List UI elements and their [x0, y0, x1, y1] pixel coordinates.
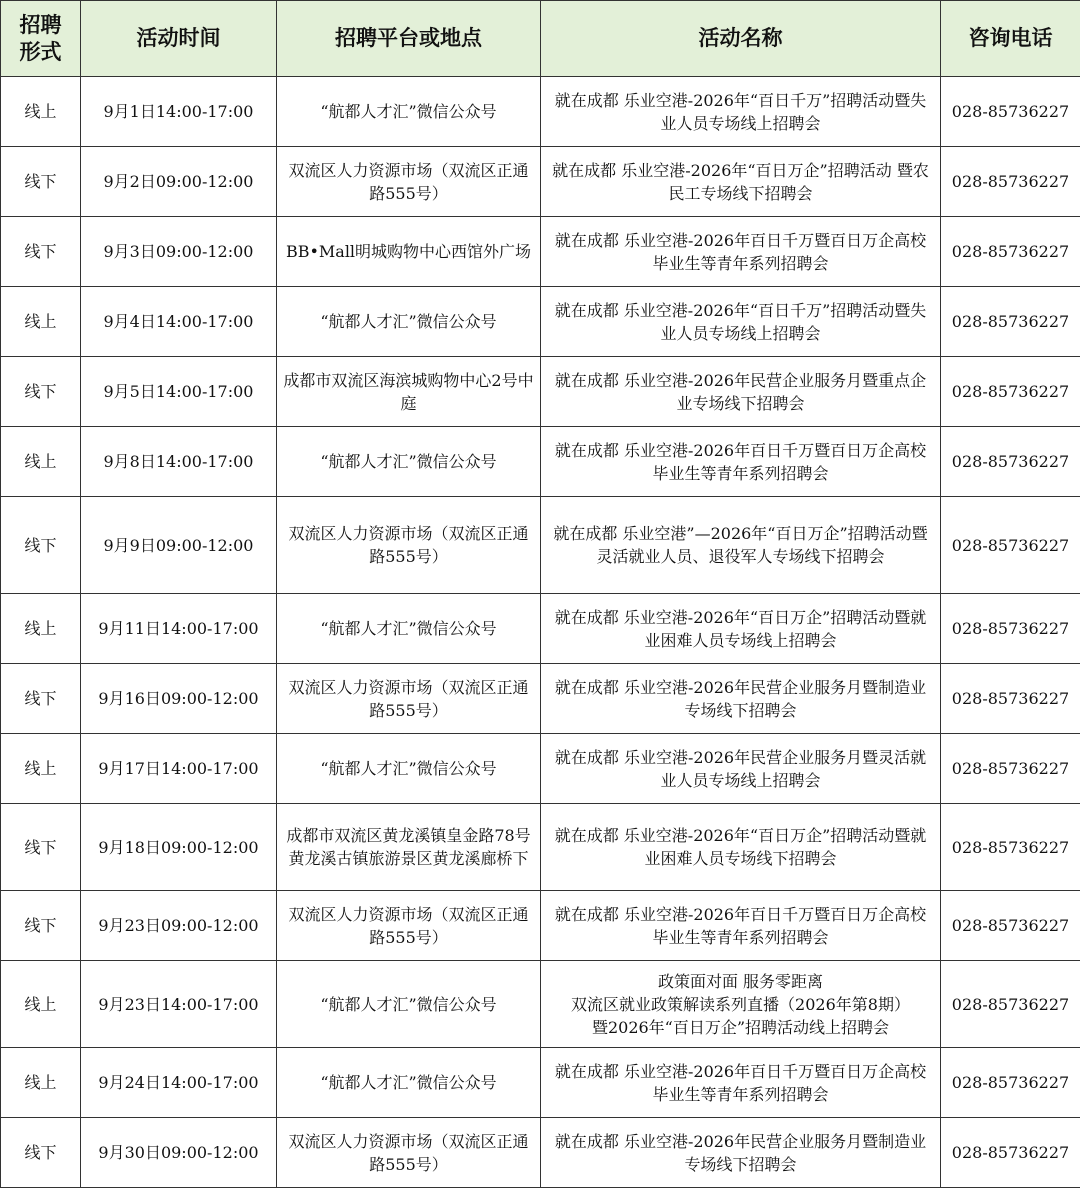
- table-row: [1, 77, 1080, 147]
- name-cell: 就在成都 乐业空港”—2026年“百日万企”招聘活动暨灵活就业人员、退役军人专场线下招聘会: [541, 497, 941, 594]
- time-cell: 9月9日09:00-12:00: [81, 497, 277, 594]
- place-cell: 双流区人力资源市场（双流区正通路555号）: [277, 147, 541, 217]
- place-cell: 成都市双流区海滨城购物中心2号中庭: [277, 357, 541, 427]
- phone-cell: 028-85736227: [941, 287, 1080, 357]
- time-cell: 9月18日09:00-12:00: [81, 804, 277, 891]
- table-row: [1, 427, 1080, 497]
- time-cell: 9月24日14:00-17:00: [81, 1048, 277, 1118]
- name-cell: 就在成都 乐业空港-2026年“百日万企”招聘活动暨就业困难人员专场线上招聘会: [541, 594, 941, 664]
- time-cell: 9月23日14:00-17:00: [81, 961, 277, 1048]
- format-cell: 线下: [1, 357, 81, 427]
- format-cell: 线下: [1, 217, 81, 287]
- format-cell: 线下: [1, 804, 81, 891]
- phone-cell: 028-85736227: [941, 427, 1080, 497]
- table-row: [1, 804, 1080, 891]
- header-time: 活动时间: [81, 1, 277, 77]
- time-cell: 9月16日09:00-12:00: [81, 664, 277, 734]
- place-cell: “航都人才汇”微信公众号: [277, 1048, 541, 1118]
- name-cell: 就在成都 乐业空港-2026年百日千万暨百日万企高校毕业生等青年系列招聘会: [541, 1048, 941, 1118]
- table-row: [1, 357, 1080, 427]
- table-row: [1, 287, 1080, 357]
- table-header: [1, 1, 1080, 77]
- phone-cell: 028-85736227: [941, 664, 1080, 734]
- time-cell: 9月30日09:00-12:00: [81, 1118, 277, 1188]
- table-row: [1, 1118, 1080, 1188]
- format-cell: 线上: [1, 594, 81, 664]
- place-cell: “航都人才汇”微信公众号: [277, 427, 541, 497]
- phone-cell: 028-85736227: [941, 594, 1080, 664]
- phone-cell: 028-85736227: [941, 734, 1080, 804]
- header-row: [1, 1, 1080, 77]
- table-row: [1, 497, 1080, 594]
- time-cell: 9月2日09:00-12:00: [81, 147, 277, 217]
- table-row: [1, 961, 1080, 1048]
- name-cell: 就在成都 乐业空港-2026年民营企业服务月暨灵活就业人员专场线上招聘会: [541, 734, 941, 804]
- place-cell: “航都人才汇”微信公众号: [277, 594, 541, 664]
- format-cell: 线下: [1, 891, 81, 961]
- name-cell: 就在成都 乐业空港-2026年“百日千万”招聘活动暨失业人员专场线上招聘会: [541, 77, 941, 147]
- table-row: [1, 1048, 1080, 1118]
- time-cell: 9月1日14:00-17:00: [81, 77, 277, 147]
- name-cell: 就在成都 乐业空港-2026年“百日万企”招聘活动暨就业困难人员专场线下招聘会: [541, 804, 941, 891]
- place-cell: “航都人才汇”微信公众号: [277, 287, 541, 357]
- format-cell: 线下: [1, 147, 81, 217]
- time-cell: 9月4日14:00-17:00: [81, 287, 277, 357]
- time-cell: 9月17日14:00-17:00: [81, 734, 277, 804]
- place-cell: 成都市双流区黄龙溪镇皇金路78号黄龙溪古镇旅游景区黄龙溪廊桥下: [277, 804, 541, 891]
- table-row: [1, 734, 1080, 804]
- name-cell: 就在成都 乐业空港-2026年百日千万暨百日万企高校毕业生等青年系列招聘会: [541, 427, 941, 497]
- header-phone: 咨询电话: [941, 1, 1080, 77]
- format-cell: 线上: [1, 961, 81, 1048]
- place-cell: 双流区人力资源市场（双流区正通路555号）: [277, 891, 541, 961]
- phone-cell: 028-85736227: [941, 961, 1080, 1048]
- table-row: [1, 147, 1080, 217]
- phone-cell: 028-85736227: [941, 1048, 1080, 1118]
- place-cell: 双流区人力资源市场（双流区正通路555号）: [277, 497, 541, 594]
- format-cell: 线下: [1, 1118, 81, 1188]
- place-cell: 双流区人力资源市场（双流区正通路555号）: [277, 1118, 541, 1188]
- place-cell: “航都人才汇”微信公众号: [277, 961, 541, 1048]
- table-body: [1, 77, 1080, 1188]
- table-row: [1, 664, 1080, 734]
- phone-cell: 028-85736227: [941, 1118, 1080, 1188]
- phone-cell: 028-85736227: [941, 497, 1080, 594]
- table-row: [1, 594, 1080, 664]
- name-cell: 就在成都 乐业空港-2026年民营企业服务月暨重点企业专场线下招聘会: [541, 357, 941, 427]
- time-cell: 9月8日14:00-17:00: [81, 427, 277, 497]
- time-cell: 9月3日09:00-12:00: [81, 217, 277, 287]
- name-cell: 政策面对面 服务零距离 双流区就业政策解读系列直播（2026年第8期） 暨2026年“百日万企”招聘活动线上招聘会: [541, 961, 941, 1048]
- format-cell: 线下: [1, 497, 81, 594]
- name-cell: 就在成都 乐业空港-2026年“百日万企”招聘活动 暨农民工专场线下招聘会: [541, 147, 941, 217]
- place-cell: BB•Mall明城购物中心西馆外广场: [277, 217, 541, 287]
- phone-cell: 028-85736227: [941, 804, 1080, 891]
- phone-cell: 028-85736227: [941, 891, 1080, 961]
- header-format: 招聘 形式: [1, 1, 81, 77]
- time-cell: 9月23日09:00-12:00: [81, 891, 277, 961]
- phone-cell: 028-85736227: [941, 77, 1080, 147]
- format-cell: 线上: [1, 1048, 81, 1118]
- table-row: [1, 217, 1080, 287]
- phone-cell: 028-85736227: [941, 147, 1080, 217]
- name-cell: 就在成都 乐业空港-2026年百日千万暨百日万企高校毕业生等青年系列招聘会: [541, 217, 941, 287]
- header-place: 招聘平台或地点: [277, 1, 541, 77]
- name-cell: 就在成都 乐业空港-2026年“百日千万”招聘活动暨失业人员专场线上招聘会: [541, 287, 941, 357]
- header-name: 活动名称: [541, 1, 941, 77]
- name-cell: 就在成都 乐业空港-2026年百日千万暨百日万企高校毕业生等青年系列招聘会: [541, 891, 941, 961]
- phone-cell: 028-85736227: [941, 217, 1080, 287]
- time-cell: 9月5日14:00-17:00: [81, 357, 277, 427]
- phone-cell: 028-85736227: [941, 357, 1080, 427]
- format-cell: 线上: [1, 287, 81, 357]
- place-cell: “航都人才汇”微信公众号: [277, 77, 541, 147]
- table-row: [1, 891, 1080, 961]
- name-cell: 就在成都 乐业空港-2026年民营企业服务月暨制造业专场线下招聘会: [541, 1118, 941, 1188]
- place-cell: 双流区人力资源市场（双流区正通路555号）: [277, 664, 541, 734]
- place-cell: “航都人才汇”微信公众号: [277, 734, 541, 804]
- format-cell: 线下: [1, 664, 81, 734]
- format-cell: 线上: [1, 427, 81, 497]
- name-cell: 就在成都 乐业空港-2026年民营企业服务月暨制造业专场线下招聘会: [541, 664, 941, 734]
- time-cell: 9月11日14:00-17:00: [81, 594, 277, 664]
- format-cell: 线上: [1, 734, 81, 804]
- format-cell: 线上: [1, 77, 81, 147]
